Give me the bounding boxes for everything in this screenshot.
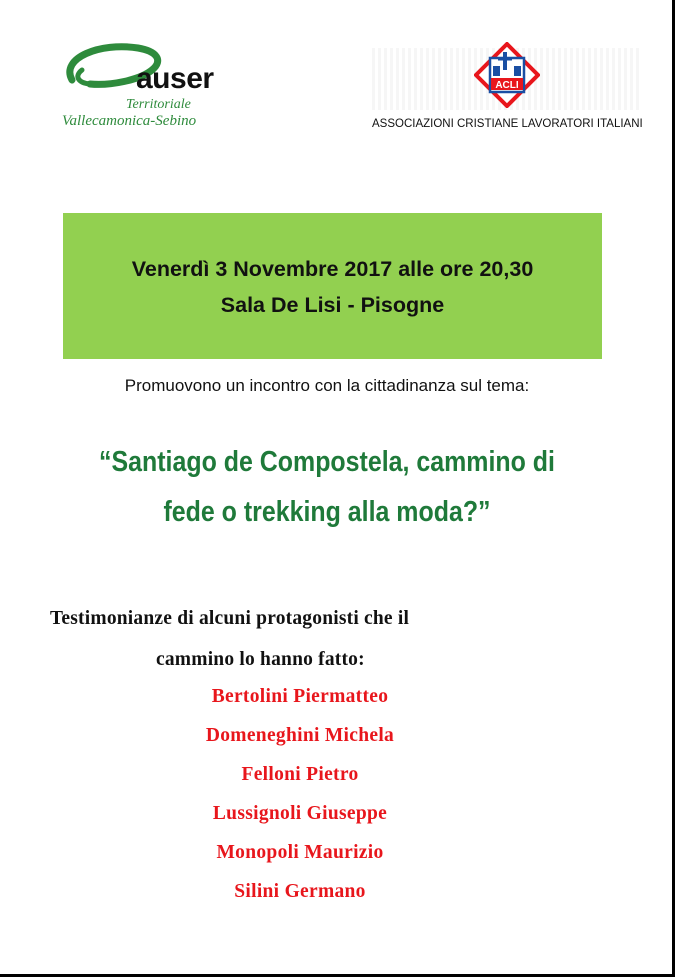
acli-emblem-icon — [474, 42, 540, 108]
speaker-name: Lussignoli Giuseppe — [212, 803, 388, 824]
acli-emblem-text: ACLI — [495, 80, 519, 91]
speaker-name: Monopoli Maurizio — [216, 842, 384, 863]
testimonies-heading-line1: Testimonianze di alcuni protagonisti che il — [50, 608, 410, 629]
acli-logo — [372, 42, 642, 137]
auser-subtitle: Territoriale — [126, 97, 191, 112]
theme-title-line1: “Santiago de Compostela, cammino di — [99, 446, 555, 478]
speaker-name: Silini Germano — [234, 881, 366, 902]
date-banner — [63, 213, 602, 359]
acli-tagline: ASSOCIAZIONI CRISTIANE LAVORATORI ITALIANI — [372, 118, 643, 130]
theme-title — [97, 437, 556, 537]
intro-text: Promuovono un incontro con la cittadinanza sul tema: — [124, 376, 530, 395]
auser-logo — [60, 40, 220, 135]
speaker-name: Domeneghini Michela — [205, 725, 395, 746]
auser-name: auser — [136, 62, 214, 95]
event-venue: Sala De Lisi - Pisogne — [220, 293, 445, 317]
event-date: Venerdì 3 Novembre 2017 alle ore 20,30 — [131, 257, 534, 281]
speaker-name: Felloni Pietro — [241, 764, 359, 785]
testimonies-heading-line2: cammino lo hanno fatto: — [156, 649, 365, 670]
speaker-list — [0, 686, 600, 920]
theme-title-line2: fede o trekking alla moda?” — [163, 496, 491, 528]
speaker-name: Bertolini Piermatteo — [211, 686, 389, 707]
auser-region: Vallecamonica-Sebino — [62, 113, 197, 129]
